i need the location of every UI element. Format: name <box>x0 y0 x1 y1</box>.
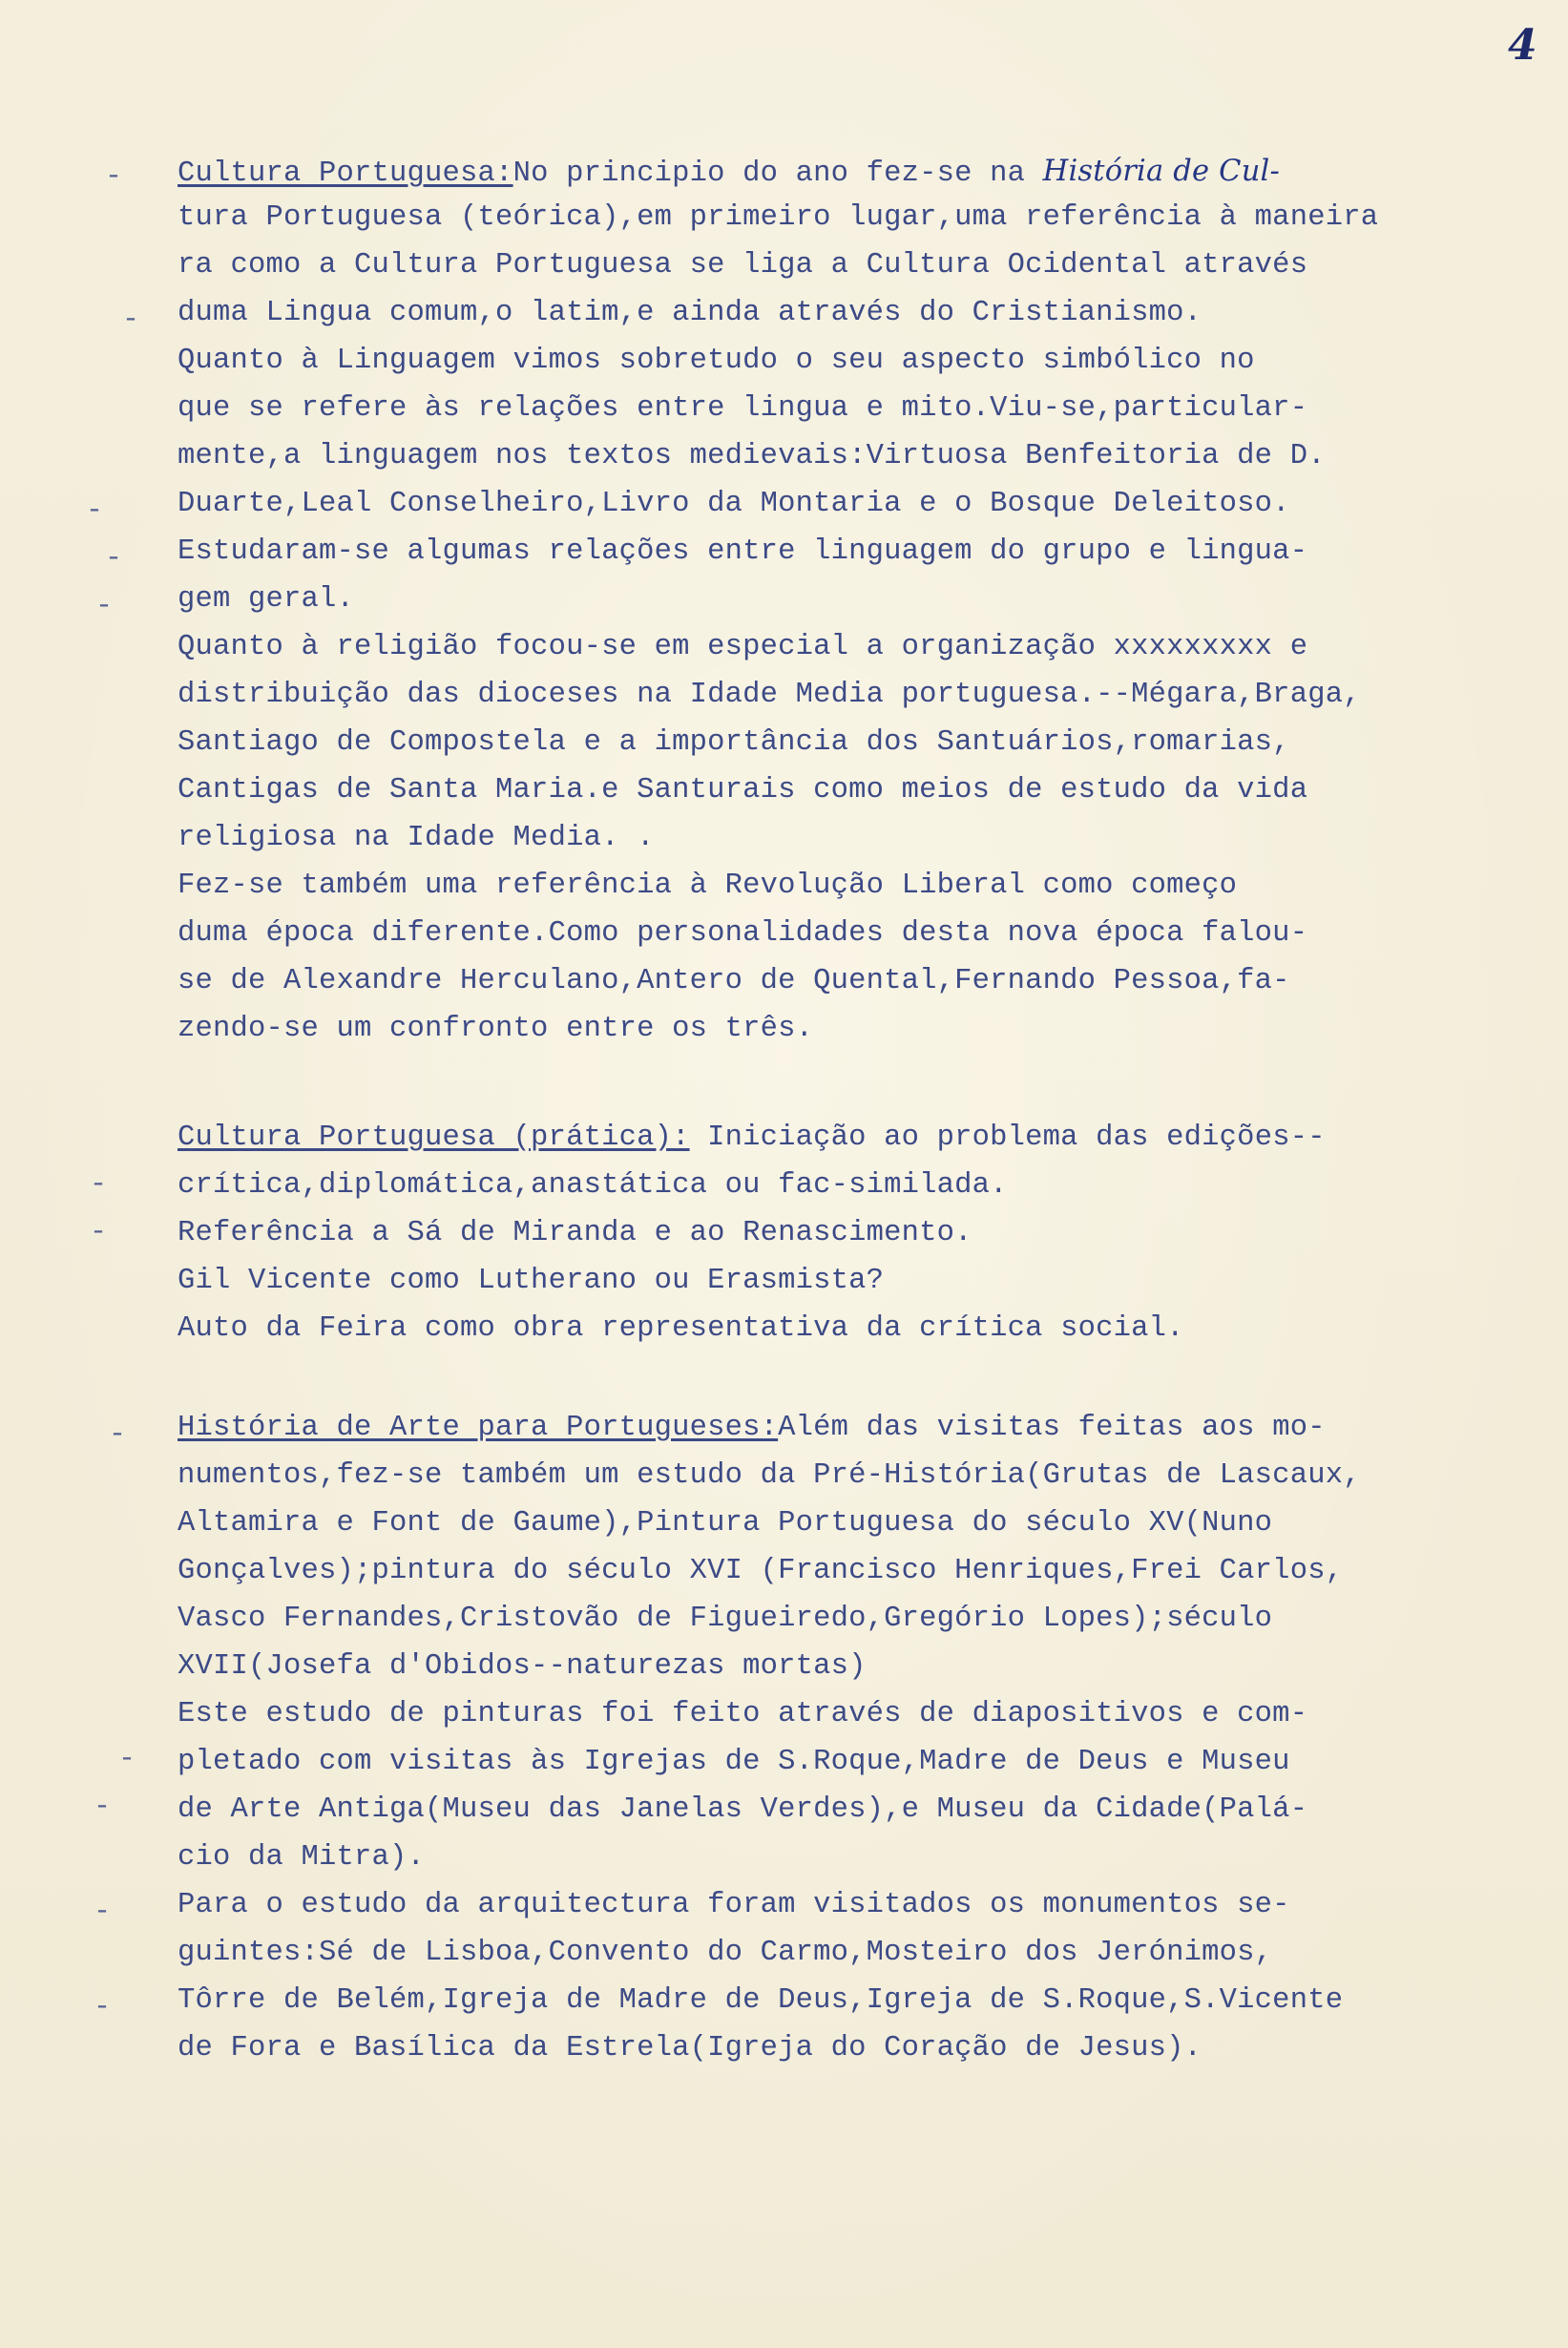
margin-mark: - <box>94 1991 112 2023</box>
section-heading: Cultura Portuguesa (prática): <box>178 1122 690 1154</box>
text-line <box>178 389 1307 428</box>
text-line <box>178 914 1307 953</box>
text-line <box>178 294 1202 332</box>
text-line <box>178 962 1290 1000</box>
handwritten-annotation: História de Cul- <box>1042 155 1281 188</box>
text-line <box>178 1791 1307 1829</box>
text-line <box>178 771 1307 809</box>
line-text: Quanto à Linguagem vimos sobretudo o seu aspecto simbólico no <box>178 345 1255 377</box>
line-text: Além das visitas feitas aos mo- <box>778 1412 1326 1444</box>
section-heading: História de Arte para Portugueses: <box>178 1412 779 1444</box>
text-line <box>178 1010 813 1048</box>
text-line <box>178 1934 1272 1972</box>
text-line <box>178 723 1290 762</box>
line-text: de Arte Antiga(Museu das Janelas Verdes),e Museu da Cidade(Palá- <box>178 1793 1308 1826</box>
text-line <box>178 676 1361 714</box>
line-text: Fez-se também uma referência à Revolução Liberal como começo <box>178 870 1238 902</box>
text-line <box>178 1838 425 1876</box>
text-line <box>178 533 1307 571</box>
line-text: Este estudo de pinturas foi feito através de diapositivos e com- <box>178 1698 1308 1730</box>
text-line <box>178 1886 1290 1924</box>
margin-mark: - <box>105 160 123 193</box>
line-text: numentos,fez-se também um estudo da Pré-História(Grutas de Lascaux, <box>178 1459 1361 1492</box>
text-line <box>178 1600 1272 1638</box>
text-line <box>178 485 1290 523</box>
line-text: Vasco Fernandes,Cristovão de Figueiredo,Gregório Lopes);século <box>178 1603 1273 1635</box>
text-line <box>178 2029 1202 2067</box>
page-number: 4 <box>1508 21 1537 70</box>
line-text: guintes:Sé de Lisboa,Convento do Carmo,Mosteiro dos Jerónimos, <box>178 1937 1273 1969</box>
line-text: mente,a linguagem nos textos medievais:Virtuosa Benfeitoria de D. <box>178 440 1326 472</box>
margin-mark: - <box>109 1418 127 1451</box>
line-text: Iniciação ao problema das edições-- <box>689 1122 1326 1154</box>
text-line <box>178 1409 1326 1447</box>
margin-mark: - <box>94 1791 112 1823</box>
line-text: crítica,diplomática,anastática ou fac-similada. <box>178 1169 1008 1202</box>
line-text: duma Lingua comum,o latim,e ainda através do Cristianismo. <box>178 297 1202 329</box>
line-text: Estudaram-se algumas relações entre linguagem do grupo e lingua- <box>178 535 1308 568</box>
text-line <box>178 628 1307 666</box>
line-text: religiosa na Idade Media. . <box>178 822 655 854</box>
line-text: Gonçalves);pintura do século XVI (Francisco Henriques,Frei Carlos, <box>178 1555 1344 1587</box>
margin-mark: - <box>105 542 123 575</box>
margin-mark: - <box>122 304 140 336</box>
line-text: Para o estudo da arquitectura foram visitados os monumentos se- <box>178 1889 1290 1921</box>
line-text: Referência a Sá de Miranda e ao Renascimento. <box>178 1217 972 1249</box>
line-text: Altamira e Font de Gaume),Pintura Portuguesa do século XV(Nuno <box>178 1507 1273 1540</box>
text-line <box>178 153 1280 193</box>
line-text: se de Alexandre Herculano,Antero de Quental,Fernando Pessoa,fa- <box>178 965 1290 997</box>
text-line <box>178 1310 1184 1348</box>
line-text: Cantigas de Santa Maria.e Santurais como meios de estudo da vida <box>178 774 1308 807</box>
line-text: Quanto à religião focou-se em especial a organização xxxxxxxxx e <box>178 631 1308 663</box>
line-text: pletado com visitas às Igrejas de S.Roque,Madre de Deus e Museu <box>178 1746 1290 1778</box>
line-text: Duarte,Leal Conselheiro,Livro da Montaria e o Bosque Deleitoso. <box>178 488 1290 520</box>
line-text: tura Portuguesa (teórica),em primeiro lugar,uma referência à maneira <box>178 201 1379 234</box>
line-text: cio da Mitra). <box>178 1841 426 1874</box>
line-text: distribuição das dioceses na Idade Media portuguesa.--Mégara,Braga, <box>178 679 1361 711</box>
margin-mark: - <box>90 1216 108 1248</box>
text-line <box>178 1457 1361 1495</box>
text-line <box>178 867 1237 905</box>
text-line <box>178 1166 1008 1205</box>
text-line <box>178 1647 867 1686</box>
text-line <box>178 342 1255 380</box>
line-text: de Fora e Basílica da Estrela(Igreja do Coração de Jesus). <box>178 2032 1202 2065</box>
line-text: gem geral. <box>178 583 355 616</box>
margin-mark: - <box>95 590 114 622</box>
line-text: Santiago de Compostela e a importância dos Santuários,romarias, <box>178 726 1290 759</box>
text-line <box>178 1552 1343 1590</box>
text-line <box>178 1119 1326 1157</box>
text-line <box>178 246 1307 284</box>
margin-mark: - <box>90 1168 108 1201</box>
line-text: No principio do ano fez-se na <box>512 157 1043 190</box>
margin-mark: - <box>94 1896 112 1928</box>
margin-mark: - <box>86 494 104 527</box>
text-line <box>178 1695 1307 1733</box>
text-line <box>178 437 1326 475</box>
line-text: Auto da Feira como obra representativa da crítica social. <box>178 1312 1184 1345</box>
text-line <box>178 1504 1272 1542</box>
line-text: ra como a Cultura Portuguesa se liga a Cultura Ocidental através <box>178 249 1308 282</box>
text-line <box>178 1262 884 1300</box>
text-line <box>178 1981 1343 2020</box>
text-line <box>178 1743 1290 1781</box>
line-text: XVII(Josefa d'Obidos--naturezas mortas) <box>178 1650 867 1683</box>
line-text: zendo-se um confronto entre os três. <box>178 1013 814 1045</box>
text-line <box>178 199 1378 237</box>
line-text: que se refere às relações entre lingua e mito.Viu-se,particular- <box>178 392 1308 425</box>
text-line <box>178 1214 972 1252</box>
line-text: Tôrre de Belém,Igreja de Madre de Deus,Igreja de S.Roque,S.Vicente <box>178 1984 1344 2017</box>
text-line <box>178 580 354 618</box>
line-text: duma época diferente.Como personalidades desta nova época falou- <box>178 917 1308 950</box>
line-text: Gil Vicente como Lutherano ou Erasmista? <box>178 1265 885 1297</box>
text-line <box>178 819 655 857</box>
margin-mark: - <box>118 1743 136 1775</box>
section-heading: Cultura Portuguesa: <box>178 157 513 190</box>
